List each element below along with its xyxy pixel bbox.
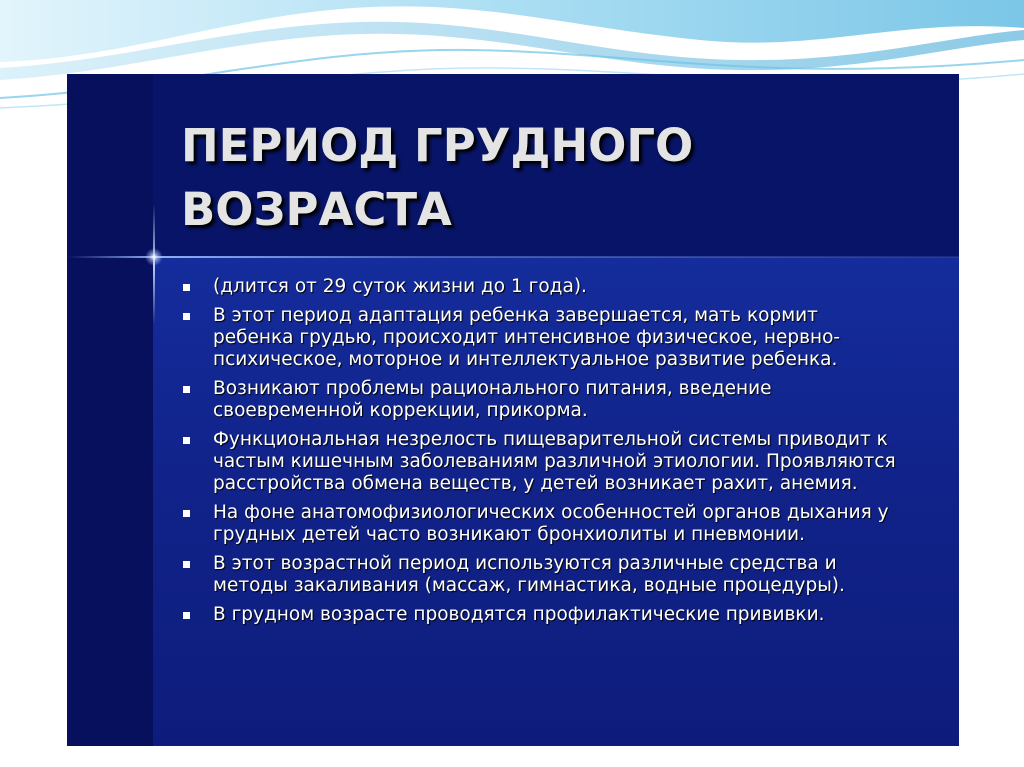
title-separator-line xyxy=(67,256,959,258)
slide-panel xyxy=(67,74,959,746)
bullet-item xyxy=(179,604,901,626)
bullet-item xyxy=(179,378,901,422)
bullet-text: Возникают проблемы рационального питания, введение своевременной коррекции, прикорма. xyxy=(213,378,772,421)
bullet-item xyxy=(179,553,901,597)
bullet-text: (длится от 29 суток жизни до 1 года). xyxy=(213,276,587,297)
bullet-square-icon xyxy=(183,284,190,291)
slide-title: ПЕРИОД ГРУДНОГО ВОЗРАСТА xyxy=(181,119,694,236)
bullet-text: На фоне анатомофизиологических особенностей органов дыхания у грудных детей часто возникают бронхиолиты и пневмонии. xyxy=(213,502,889,545)
bullet-item xyxy=(179,305,901,371)
bullet-text: В этот возрастной период используются различные средства и методы закаливания (массаж, гимнастика, водные процедуры). xyxy=(213,553,845,596)
bullet-item xyxy=(179,276,901,298)
sparkle-icon xyxy=(145,248,163,266)
bullet-item xyxy=(179,429,901,495)
left-band xyxy=(67,74,153,746)
bullet-square-icon xyxy=(183,313,190,320)
bullet-square-icon xyxy=(183,386,190,393)
bullet-text: В этот период адаптация ребенка завершается, мать кормит ребенка грудью, происходит интенсивное физическое, нервно-психическое, моторное и интеллектуальное развитие ребенка. xyxy=(213,305,841,370)
bullet-text: Функциональная незрелость пищеварительной системы приводит к частым кишечным заболеваниям различной этиологии. Проявляются расстройства обмена веществ, у детей возникает рахит, анемия. xyxy=(213,429,896,494)
bullet-list xyxy=(179,276,901,633)
bullet-square-icon xyxy=(183,612,190,619)
bullet-text: В грудном возрасте проводятся профилактические прививки. xyxy=(213,604,825,625)
bullet-square-icon xyxy=(183,561,190,568)
bullet-item xyxy=(179,502,901,546)
bullet-square-icon xyxy=(183,437,190,444)
bullet-square-icon xyxy=(183,510,190,517)
